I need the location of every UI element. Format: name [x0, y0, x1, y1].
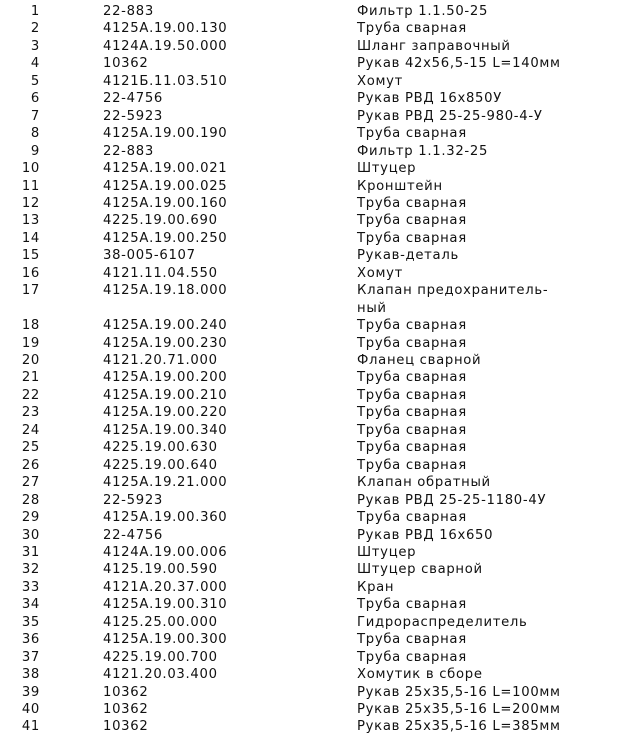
- row-number: 41: [21, 719, 40, 735]
- row-number: 37: [21, 649, 40, 665]
- row-number: 34: [21, 597, 40, 613]
- part-name: Клапан обратный: [357, 475, 491, 491]
- part-name: Штуцер: [357, 161, 417, 177]
- part-name: Кран: [357, 579, 395, 595]
- part-code: 22-4756: [103, 91, 164, 107]
- part-name: Фланец сварной: [357, 353, 482, 368]
- table-row: [0, 439, 626, 457]
- row-number: 4: [30, 56, 40, 72]
- row-number: 38: [21, 667, 40, 683]
- row-number: 28: [21, 492, 40, 508]
- row-number: 3: [30, 38, 40, 54]
- part-code: 4125А.19.00.250: [103, 230, 228, 246]
- table-row: [0, 20, 626, 38]
- table-row: [0, 579, 626, 597]
- table-row: [0, 561, 626, 579]
- part-name: Труба сварная: [357, 457, 467, 473]
- part-name: Штуцер сварной: [357, 562, 483, 578]
- part-name: Рукав 25х35,5-16 L=100мм: [357, 684, 561, 700]
- row-number: 35: [21, 614, 40, 630]
- part-code: 4125А.19.00.210: [103, 387, 228, 403]
- table-row: [0, 125, 626, 143]
- table-row: [0, 422, 626, 440]
- part-code: 4125А.19.18.000: [103, 283, 228, 299]
- row-number: 36: [21, 632, 40, 648]
- part-name: Фильтр 1.1.50-25: [357, 4, 489, 19]
- table-row: [0, 527, 626, 545]
- table-row: [0, 404, 626, 422]
- part-code: 10362: [103, 56, 149, 72]
- part-code: 4121.20.71.000: [103, 353, 218, 368]
- part-name: Рукав 25х35,5-16 L=385мм: [357, 719, 561, 735]
- part-code: 4125А.19.00.190: [103, 126, 228, 142]
- part-name: Труба сварная: [357, 597, 467, 613]
- part-code: 4125А.19.00.025: [103, 178, 228, 194]
- table-row: [0, 509, 626, 527]
- table-row: [0, 282, 626, 300]
- part-name: Труба сварная: [357, 126, 467, 142]
- part-code: 4121Б.11.03.510: [103, 73, 228, 89]
- table-row: [0, 178, 626, 196]
- row-number: 21: [21, 370, 40, 386]
- part-name: Труба сварная: [357, 213, 467, 229]
- part-name: Кронштейн: [357, 178, 443, 194]
- table-row: [0, 265, 626, 283]
- table-row: [0, 3, 626, 21]
- part-name-continuation: ный: [357, 300, 387, 316]
- row-number: 15: [21, 248, 40, 264]
- row-number: 22: [21, 387, 40, 403]
- part-code: 4125А.19.00.220: [103, 405, 228, 421]
- part-code: 4121.11.04.550: [103, 265, 218, 281]
- table-row: [0, 108, 626, 126]
- part-name: Рукав 42х56,5-15 L=140мм: [357, 56, 561, 72]
- part-code: 4125А.19.00.240: [103, 318, 228, 334]
- table-row: [0, 335, 626, 353]
- part-name: Штуцер: [357, 544, 417, 560]
- row-number: 30: [21, 527, 40, 543]
- row-number: 7: [30, 108, 40, 124]
- part-name: Труба сварная: [357, 405, 467, 421]
- part-code: 4225.19.00.690: [103, 213, 218, 229]
- part-name: Хомут: [357, 73, 404, 89]
- row-number: 24: [21, 422, 40, 438]
- table-row: [0, 666, 626, 684]
- table-row: [0, 457, 626, 475]
- table-row: [0, 90, 626, 108]
- part-code: 22-5923: [103, 492, 164, 508]
- table-row: [0, 596, 626, 614]
- part-name: Рукав РВД 25-25-1180-4У: [357, 492, 547, 508]
- part-code: 10362: [103, 702, 149, 717]
- part-code: 4124А.19.00.006: [103, 544, 228, 560]
- row-number: 33: [21, 579, 40, 595]
- part-code: 4125А.19.00.360: [103, 510, 228, 526]
- part-name: Труба сварная: [357, 649, 467, 665]
- part-code: 22-883: [103, 4, 154, 19]
- part-name: Рукав РВД 25-25-980-4-У: [357, 108, 543, 124]
- part-name: Фильтр 1.1.32-25: [357, 143, 489, 159]
- part-name: Рукав РВД 16х650: [357, 527, 494, 543]
- table-row: [0, 230, 626, 248]
- part-name: Рукав-деталь: [357, 248, 459, 264]
- part-name: Труба сварная: [357, 632, 467, 648]
- part-name: Труба сварная: [357, 335, 467, 351]
- row-number: 29: [21, 510, 40, 526]
- table-row: [0, 649, 626, 667]
- row-number: 39: [21, 684, 40, 700]
- part-code: 4125А.19.00.230: [103, 335, 228, 351]
- row-number: 26: [21, 457, 40, 473]
- part-code: 4125А.19.00.130: [103, 21, 228, 37]
- part-code: 4225.19.00.700: [103, 649, 218, 665]
- table-row: [0, 474, 626, 492]
- row-number: 1: [30, 4, 40, 19]
- part-code: 22-5923: [103, 108, 164, 124]
- part-name: Труба сварная: [357, 230, 467, 246]
- part-name: Клапан предохранитель-: [357, 283, 549, 299]
- row-number: 17: [21, 283, 40, 299]
- part-code: 4121А.20.37.000: [103, 579, 228, 595]
- table-row: [0, 718, 626, 736]
- table-row: [0, 160, 626, 178]
- part-name: Шланг заправочный: [357, 38, 511, 54]
- table-row: [0, 212, 626, 230]
- part-name: Труба сварная: [357, 510, 467, 526]
- table-row: [0, 55, 626, 73]
- part-code: 4225.19.00.630: [103, 440, 218, 456]
- row-number: 16: [21, 265, 40, 281]
- table-row: [0, 247, 626, 265]
- row-number: 6: [30, 91, 40, 107]
- table-row: [0, 631, 626, 649]
- part-name: Рукав 25х35,5-16 L=200мм: [357, 702, 561, 717]
- part-code: 4125А.19.00.160: [103, 195, 228, 211]
- table-row: [0, 684, 626, 702]
- row-number: 20: [21, 353, 40, 368]
- row-number: 19: [21, 335, 40, 351]
- part-name: Труба сварная: [357, 440, 467, 456]
- part-code: 4125А.19.21.000: [103, 475, 228, 491]
- table-row: [0, 387, 626, 405]
- table-row: [0, 317, 626, 335]
- table-row: [0, 195, 626, 213]
- part-name: Гидрораспределитель: [357, 614, 528, 630]
- row-number: 18: [21, 318, 40, 334]
- part-name: Труба сварная: [357, 422, 467, 438]
- row-number: 11: [21, 178, 40, 194]
- part-name: Хомут: [357, 265, 404, 281]
- part-code: 4124А.19.50.000: [103, 38, 228, 54]
- row-number: 40: [21, 702, 40, 717]
- table-row: [0, 544, 626, 562]
- table-row: [0, 701, 626, 719]
- part-name: Хомутик в сборе: [357, 667, 483, 683]
- table-row: [0, 492, 626, 510]
- part-name: Труба сварная: [357, 387, 467, 403]
- part-name: Труба сварная: [357, 21, 467, 37]
- table-row: [0, 614, 626, 632]
- part-name: Труба сварная: [357, 370, 467, 386]
- part-code: 4225.19.00.640: [103, 457, 218, 473]
- row-number: 9: [30, 143, 40, 159]
- table-row: [0, 38, 626, 56]
- row-number: 31: [21, 544, 40, 560]
- part-code: 10362: [103, 719, 149, 735]
- part-code: 38-005-6107: [103, 248, 196, 264]
- part-code: 4125А.19.00.340: [103, 422, 228, 438]
- row-number: 8: [30, 126, 40, 142]
- part-name: Рукав РВД 16х850У: [357, 91, 502, 107]
- part-code: 4125А.19.00.300: [103, 632, 228, 648]
- part-code: 4125А.19.00.310: [103, 597, 228, 613]
- row-number: 23: [21, 405, 40, 421]
- row-number: 14: [21, 230, 40, 246]
- table-row-continuation: [0, 300, 626, 318]
- part-name: Труба сварная: [357, 195, 467, 211]
- part-code: 4125.19.00.590: [103, 562, 218, 578]
- row-number: 32: [21, 562, 40, 578]
- row-number: 2: [30, 21, 40, 37]
- row-number: 13: [21, 213, 40, 229]
- table-row: [0, 352, 626, 370]
- table-row: [0, 369, 626, 387]
- table-row: [0, 73, 626, 91]
- part-code: 4125А.19.00.200: [103, 370, 228, 386]
- part-code: 10362: [103, 684, 149, 700]
- part-code: 22-883: [103, 143, 154, 159]
- part-code: 4125А.19.00.021: [103, 161, 228, 177]
- part-code: 4125.25.00.000: [103, 614, 218, 630]
- row-number: 25: [21, 440, 40, 456]
- row-number: 12: [21, 195, 40, 211]
- row-number: 27: [21, 475, 40, 491]
- part-code: 22-4756: [103, 527, 164, 543]
- table-row: [0, 143, 626, 161]
- part-name: Труба сварная: [357, 318, 467, 334]
- row-number: 5: [30, 73, 40, 89]
- part-code: 4121.20.03.400: [103, 667, 218, 683]
- row-number: 10: [21, 161, 40, 177]
